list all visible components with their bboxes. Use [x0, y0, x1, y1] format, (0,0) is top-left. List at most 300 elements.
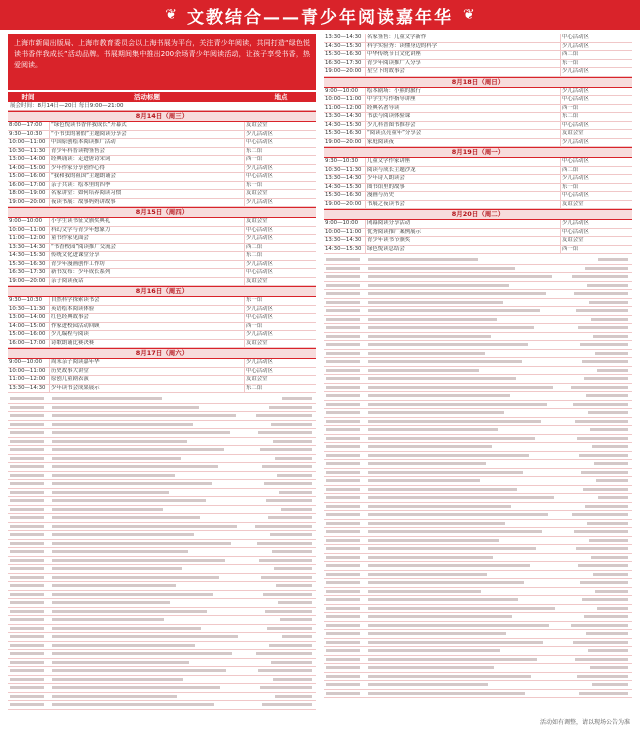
row-activity: 中国原创绘本阅读推广活动 [50, 139, 245, 147]
row-time: 8:00—17:00 [8, 122, 50, 130]
table-row [8, 261, 316, 270]
row-time: 11:00—12:00 [8, 235, 50, 243]
row-activity: 绿色悦读总结会 [366, 246, 561, 254]
row-venue: 中心活动区 [562, 192, 589, 198]
text-line [324, 622, 632, 631]
table-row [8, 323, 316, 332]
row-time: 19:00—20:00 [324, 201, 366, 209]
row-activity: “书香校园”阅读推广交流会 [50, 244, 245, 252]
row-venue: 友谊会堂 [562, 200, 584, 207]
row-time: 10:00—11:00 [8, 368, 50, 376]
row-time: 13:00—14:00 [8, 156, 50, 164]
text-line [8, 659, 316, 668]
row-time: 16:00—17:00 [8, 340, 50, 348]
text-line [324, 282, 632, 291]
table-row [8, 297, 316, 306]
table-row [8, 139, 316, 148]
row-activity: 少年作家分享创作心得 [50, 165, 245, 173]
text-line [8, 582, 316, 591]
row-activity: 漫画与历史 [366, 192, 561, 200]
text-line [324, 435, 632, 444]
row-activity: 绘本剧场：小熊的旅行 [366, 88, 561, 96]
table-row [324, 246, 632, 255]
row-time: 13:30—14:30 [324, 237, 366, 245]
text-line [8, 701, 316, 710]
row-activity: 新书发布：少年成长系列 [50, 269, 245, 277]
day-heading: 8月17日（周六） [8, 348, 316, 359]
text-line [8, 463, 316, 472]
intro-paragraph: 上海市新闻出版局、上海市教育委员会以上海书展为平台，关注青少年阅读，共同打造“绿色悦读书香伴我成长”活动品牌。书展期间集中推出200余场青少年阅读活动，让孩子享受书香，热爱阅读。 [8, 34, 316, 90]
table-row [8, 252, 316, 261]
text-line [8, 480, 316, 489]
text-line [8, 650, 316, 659]
text-line [8, 625, 316, 634]
text-line [8, 404, 316, 413]
table-row [8, 131, 316, 140]
row-activity: 优秀阅读推广案例展示 [366, 229, 561, 237]
row-time: 13:30—14:30 [324, 113, 366, 121]
row-venue: 少儿活动区 [246, 198, 273, 205]
text-line [324, 333, 632, 342]
row-venue: 西二馆 [246, 243, 263, 250]
text-line [324, 384, 632, 393]
row-venue: 中心活动区 [246, 139, 273, 145]
row-time: 10:30—11:30 [8, 306, 50, 314]
text-line [8, 565, 316, 574]
text-line [8, 633, 316, 642]
row-activity: 青少年漫画创作工作坊 [50, 261, 245, 269]
table-row [8, 385, 316, 394]
row-venue: 友谊会堂 [562, 237, 584, 243]
row-activity: 英语绘本阅读体验 [50, 306, 245, 314]
row-venue: 中心活动区 [246, 173, 273, 179]
row-time: 9:30—10:30 [324, 158, 366, 166]
row-time: 14:30—15:30 [324, 122, 366, 130]
row-time: 11:00—12:00 [324, 105, 366, 113]
row-activity: 中学生写作指导讲座 [366, 96, 561, 104]
text-line [8, 557, 316, 566]
table-row [8, 148, 316, 157]
text-line [8, 438, 316, 447]
footer-note: 活动如有调整，请以现场公告为准 [539, 719, 630, 726]
row-venue: 友谊会堂 [246, 190, 268, 196]
row-time: 15:30—16:30 [324, 51, 366, 59]
text-line [324, 477, 632, 486]
table-row [8, 173, 316, 182]
text-line [324, 460, 632, 469]
text-line [324, 562, 632, 571]
row-activity: 书法与阅读体验课 [366, 113, 561, 121]
row-time: 14:30—15:30 [324, 43, 366, 51]
table-row [8, 227, 316, 236]
text-line [8, 667, 316, 676]
row-time: 13:30—14:30 [8, 385, 50, 393]
row-activity: 中华传统节日文化讲座 [366, 51, 561, 59]
text-line [324, 265, 632, 274]
row-venue: 东二馆 [562, 113, 579, 119]
row-activity: 青少年阅读推广人分享 [366, 60, 561, 68]
text-line [324, 690, 632, 699]
row-activity: 周末亲子阅读嘉年华 [50, 359, 245, 367]
row-activity: 传统文化进课堂分享 [50, 252, 245, 260]
table-row [324, 139, 632, 148]
text-line [8, 540, 316, 549]
row-venue: 友谊会堂 [246, 339, 268, 346]
text-line [8, 455, 316, 464]
row-time: 10:00—11:00 [324, 229, 366, 237]
row-time: 16:30—17:30 [8, 269, 50, 277]
row-activity: 儿童文学作家讲座 [366, 158, 561, 166]
text-line [324, 350, 632, 359]
row-venue: 友谊会堂 [246, 277, 268, 284]
table-row [324, 130, 632, 139]
table-row [324, 105, 632, 114]
row-activity: 作家进校园活动回顾 [50, 323, 245, 331]
row-venue: 友谊会堂 [246, 376, 268, 382]
text-line [324, 426, 632, 435]
row-time: 10:30—11:30 [8, 148, 50, 156]
table-row [324, 184, 632, 193]
row-venue: 中心活动区 [562, 158, 589, 164]
text-line [8, 548, 316, 557]
row-activity: 图书馆里的故事 [366, 184, 561, 192]
row-time: 15:00—16:00 [8, 331, 50, 339]
table-row [8, 306, 316, 315]
text-line [8, 642, 316, 651]
row-venue: 少儿活动区 [246, 130, 273, 137]
text-line [324, 494, 632, 503]
table-row [8, 331, 316, 340]
row-activity: 原创儿童剧表演 [50, 376, 245, 384]
row-activity: “绿色悦读书香伴我成长”开幕式 [50, 122, 245, 130]
row-venue: 西二馆 [562, 51, 579, 57]
text-line [324, 579, 632, 588]
table-row [8, 156, 316, 165]
row-activity: 经典名著导读 [366, 105, 561, 113]
schedule-note: 展会时间：8月14日—20日 每日9:00—21:00 [8, 102, 316, 111]
row-time: 14:30—15:30 [324, 246, 366, 254]
row-venue: 西一馆 [246, 156, 263, 162]
text-line [8, 421, 316, 430]
table-row [8, 165, 316, 174]
row-time: 11:00—12:00 [8, 376, 50, 384]
row-activity: 少儿编程与阅读 [50, 331, 245, 339]
time-header: 时间 [21, 93, 35, 101]
table-row [324, 113, 632, 122]
row-time: 15:30—16:30 [324, 130, 366, 138]
row-time: 19:00—20:00 [324, 68, 366, 76]
text-line [8, 574, 316, 583]
row-activity: 童书作家见面会 [50, 235, 245, 243]
row-activity: 科学实验秀：读懂身边的科学 [366, 43, 561, 51]
table-row [8, 278, 316, 287]
text-line [324, 409, 632, 418]
text-line [324, 401, 632, 410]
table-row [324, 88, 632, 97]
row-activity: 少儿科普图书推荐会 [366, 122, 561, 130]
table-row [324, 60, 632, 69]
row-time: 13:30—14:30 [8, 244, 50, 252]
venue-header: 地点 [274, 93, 288, 101]
text-line [8, 599, 316, 608]
row-venue: 西一馆 [246, 322, 263, 329]
text-line [8, 684, 316, 693]
table-row [8, 235, 316, 244]
row-activity: 青少年读书节颁奖 [366, 237, 561, 245]
row-time: 19:00—20:00 [8, 199, 50, 207]
text-line [324, 503, 632, 512]
row-activity: “小书虫的暑假”主题阅读分享会 [50, 131, 245, 139]
text-line [324, 299, 632, 308]
text-line [8, 472, 316, 481]
text-line [324, 273, 632, 282]
row-activity: 闭幕阅读分享活动 [366, 220, 561, 228]
row-venue: 少儿活动区 [246, 305, 273, 312]
text-line [8, 523, 316, 532]
text-line [324, 520, 632, 529]
text-line [8, 608, 316, 617]
row-activity: 名家签售：儿童文学新作 [366, 34, 561, 42]
listing-filler [8, 395, 316, 710]
table-row [324, 220, 632, 229]
text-line [324, 554, 632, 563]
day-heading: 8月19日（周一） [324, 147, 632, 158]
row-activity: 星空下的故事会 [366, 68, 561, 76]
table-row [324, 167, 632, 176]
text-line [324, 571, 632, 580]
row-venue: 中心活动区 [246, 226, 273, 233]
text-line [324, 418, 632, 427]
row-activity: 阅读与成长主题沙龙 [366, 167, 561, 175]
row-activity: 少年诗人朗读会 [366, 175, 561, 183]
right-schedule [324, 34, 632, 698]
table-row [324, 43, 632, 52]
table-row [324, 96, 632, 105]
row-venue: 东二馆 [246, 147, 263, 154]
row-time: 13:30—14:30 [324, 175, 366, 183]
row-activity: 经典诵读：走进唐诗宋词 [50, 156, 245, 164]
row-venue: 少儿活动区 [562, 42, 589, 49]
row-venue: 东二馆 [246, 252, 263, 258]
day-heading: 8月15日（周四） [8, 207, 316, 218]
row-time: 13:00—14:00 [8, 314, 50, 322]
row-time: 14:00—15:00 [8, 323, 50, 331]
text-line [324, 537, 632, 546]
row-time: 14:30—15:30 [324, 184, 366, 192]
row-venue: 友谊会堂 [562, 130, 584, 136]
text-line [324, 664, 632, 673]
row-activity: 亲子阅读夜话 [50, 278, 245, 286]
row-venue: 少儿活动区 [562, 138, 589, 145]
row-time: 14:30—15:30 [8, 252, 50, 260]
row-activity: 夜读书展：故事妈妈讲故事 [50, 199, 245, 207]
flower-icon: ❦ [463, 7, 475, 23]
row-activity: 小学生读书征文颁奖典礼 [50, 218, 245, 226]
row-time: 14:00—15:00 [8, 165, 50, 173]
table-row [324, 229, 632, 238]
text-line [324, 443, 632, 452]
row-time: 19:00—20:00 [324, 139, 366, 147]
row-venue: 西一馆 [562, 245, 579, 252]
row-venue: 西一馆 [562, 104, 579, 111]
row-time: 13:30—14:30 [324, 34, 366, 42]
text-line [324, 630, 632, 639]
text-line [324, 341, 632, 350]
table-row [324, 201, 632, 210]
row-activity: 少年读书会成果展示 [50, 385, 245, 393]
row-time: 9:00—10:00 [324, 88, 366, 96]
row-time: 15:30—16:30 [324, 192, 366, 200]
row-activity: 名家讲堂：如何培养阅读习惯 [50, 190, 245, 198]
row-time: 9:30—10:30 [8, 297, 50, 305]
table-row [324, 51, 632, 60]
text-line [324, 613, 632, 622]
text-line [324, 656, 632, 665]
table-row [8, 182, 316, 191]
text-line [8, 616, 316, 625]
table-row [8, 340, 316, 349]
row-venue: 少儿活动区 [562, 220, 589, 226]
right-column [324, 34, 632, 710]
row-venue: 少儿活动区 [562, 87, 589, 94]
row-time: 16:30—17:30 [324, 60, 366, 68]
text-line [8, 514, 316, 523]
row-time: 10:30—11:30 [324, 167, 366, 175]
row-time: 9:30—10:30 [8, 131, 50, 139]
text-line [324, 367, 632, 376]
day-heading: 8月20日（周二） [324, 209, 632, 220]
table-row [8, 244, 316, 253]
row-activity: 历史故事大讲堂 [50, 368, 245, 376]
text-line [324, 639, 632, 648]
text-line [8, 506, 316, 515]
row-time: 19:00—20:00 [8, 278, 50, 286]
text-line [8, 676, 316, 685]
text-line [324, 681, 632, 690]
page-title: 文教结合——青少年阅读嘉年华 [187, 7, 453, 28]
row-venue: 东一馆 [246, 297, 263, 303]
text-line [8, 591, 316, 600]
text-line [324, 307, 632, 316]
row-venue: 东一馆 [246, 181, 263, 188]
row-venue: 友谊会堂 [246, 218, 268, 224]
row-activity: 红色经典故事会 [50, 314, 245, 322]
row-activity: 自然科学探索读书会 [50, 297, 245, 305]
table-row [8, 376, 316, 385]
table-row [324, 237, 632, 246]
table-row [8, 190, 316, 199]
text-line [324, 486, 632, 495]
text-line [324, 324, 632, 333]
text-line [8, 489, 316, 498]
row-time: 18:00—19:00 [8, 190, 50, 198]
text-line [324, 392, 632, 401]
row-time: 9:00—10:00 [8, 218, 50, 226]
row-venue: 中心活动区 [562, 228, 589, 235]
text-line [324, 545, 632, 554]
text-line [324, 375, 632, 384]
row-venue: 少儿活动区 [562, 175, 589, 181]
day-heading: 8月18日（周日） [324, 77, 632, 88]
left-column [8, 34, 316, 710]
row-venue: 中心活动区 [562, 34, 589, 40]
row-venue: 中心活动区 [562, 96, 589, 102]
text-line [324, 673, 632, 682]
table-row [8, 199, 316, 208]
text-line [324, 290, 632, 299]
row-time: 16:00—17:00 [8, 182, 50, 190]
row-time: 10:00—11:00 [8, 227, 50, 235]
activity-header: 活动标题 [134, 93, 160, 101]
text-line [8, 429, 316, 438]
row-time: 9:00—10:00 [8, 359, 50, 367]
row-activity: 科幻文学与青少年想象力 [50, 227, 245, 235]
text-line [8, 446, 316, 455]
flower-icon: ❦ [165, 7, 177, 23]
text-line [324, 605, 632, 614]
row-activity: “我和我的祖国”主题朗诵会 [50, 173, 245, 181]
text-line [8, 395, 316, 404]
row-venue: 少儿活动区 [246, 235, 273, 241]
text-line [324, 596, 632, 605]
text-line [324, 256, 632, 265]
row-venue: 中心活动区 [246, 269, 273, 275]
row-venue: 少儿活动区 [246, 260, 273, 267]
table-row [8, 368, 316, 377]
row-activity: 青少年科普读物签售会 [50, 148, 245, 156]
table-row [324, 34, 632, 43]
text-line [324, 647, 632, 656]
row-venue: 少儿活动区 [246, 359, 273, 365]
row-venue: 西二馆 [562, 166, 579, 173]
row-time: 15:00—16:00 [8, 173, 50, 181]
text-line [8, 693, 316, 702]
table-row [324, 158, 632, 167]
row-time: 15:30—16:30 [8, 261, 50, 269]
table-row [8, 218, 316, 227]
text-line [324, 358, 632, 367]
text-line [8, 531, 316, 540]
row-venue: 少儿活动区 [562, 68, 589, 74]
table-row [8, 269, 316, 278]
text-line [324, 452, 632, 461]
row-activity: 诗歌朗诵比赛决赛 [50, 340, 245, 348]
table-row [324, 175, 632, 184]
table-row [324, 68, 632, 77]
table-row [8, 359, 316, 368]
row-venue: 少儿活动区 [246, 331, 273, 337]
row-time: 10:00—11:00 [324, 96, 366, 104]
text-line [324, 511, 632, 520]
table-row [8, 122, 316, 131]
left-schedule [8, 111, 316, 710]
header-banner [0, 0, 640, 30]
text-line [8, 412, 316, 421]
table-row [324, 122, 632, 131]
row-venue: 少儿活动区 [246, 164, 273, 171]
text-line [324, 316, 632, 325]
listing-filler [324, 256, 632, 698]
text-line [324, 588, 632, 597]
row-venue: 中心活动区 [246, 367, 273, 374]
row-time: 10:00—11:00 [8, 139, 50, 147]
row-activity: 亲子共读：绘本里的四季 [50, 182, 245, 190]
schedule-table-header [8, 92, 316, 102]
row-activity: 家庭阅读夜 [366, 139, 561, 147]
row-venue: 东一馆 [562, 183, 579, 190]
table-row [8, 314, 316, 323]
table-row [324, 192, 632, 201]
